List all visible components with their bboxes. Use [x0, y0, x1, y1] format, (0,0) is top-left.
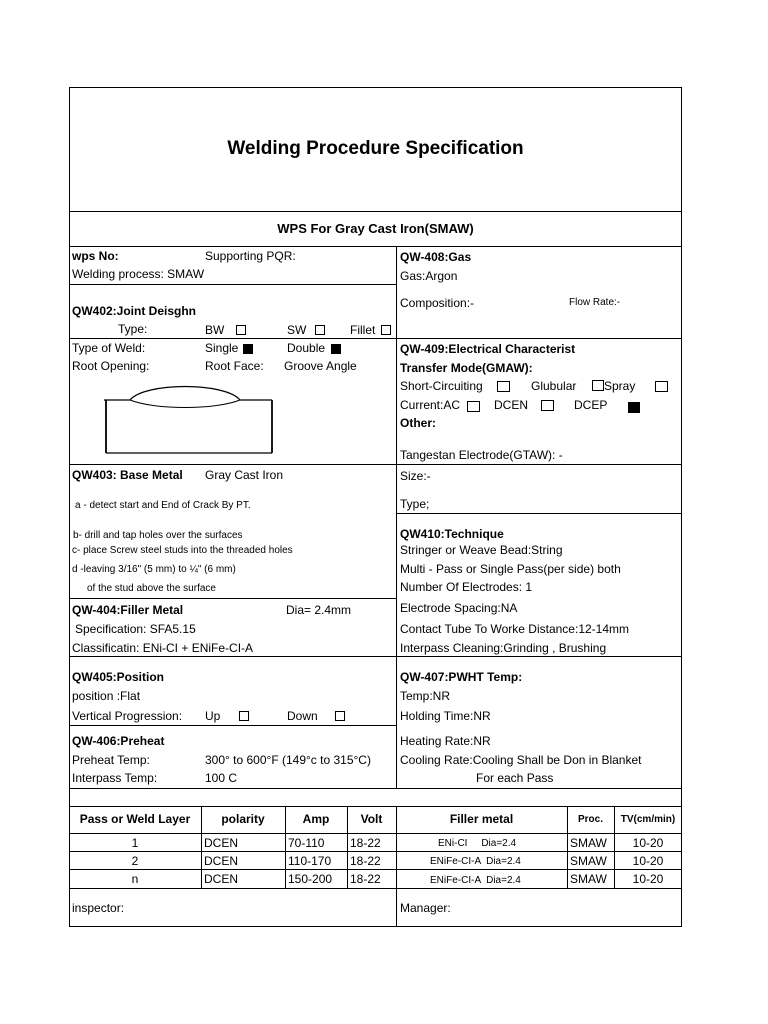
preheat-temp-label: Preheat Temp:: [72, 753, 150, 767]
table-cell: 1: [131, 836, 139, 850]
divider: [69, 211, 682, 212]
down-checkbox[interactable]: [335, 711, 345, 721]
bw-checkbox[interactable]: [236, 325, 246, 335]
size-label: Size:-: [400, 469, 431, 483]
table-header: polarity: [221, 812, 265, 826]
multi-pass: Multi - Pass or Single Pass(per side) both: [400, 562, 621, 576]
single-checkbox[interactable]: [243, 344, 253, 354]
preheat-temp-value: 300° to 600°F (149°c to 315°C): [205, 753, 371, 767]
table-divider: [69, 851, 682, 852]
column-divider: [396, 246, 397, 788]
down-label: Down: [287, 709, 318, 723]
divider: [396, 513, 682, 514]
page-subtitle: WPS For Gray Cast Iron(SMAW): [277, 221, 474, 236]
table-divider: [69, 833, 682, 834]
divider: [69, 656, 682, 657]
table-divider: [69, 888, 682, 889]
spray-checkbox[interactable]: [655, 381, 668, 392]
table-cell: 18-22: [350, 836, 381, 850]
root-opening-label: Root Opening:: [72, 359, 150, 373]
table-header: Volt: [360, 812, 383, 826]
bw-label: BW: [205, 323, 225, 337]
number-of-electrodes: Number Of Electrodes: 1: [400, 580, 533, 594]
tangestan-electrode: Tangestan Electrode(GTAW): -: [400, 448, 563, 462]
qw403-heading: QW403: Base Metal: [72, 468, 183, 482]
table-cell: ENiFe-CI-A Dia=2.4: [430, 856, 521, 867]
qw409-heading: QW-409:Electrical Characterist: [400, 342, 576, 356]
composition-label: Composition:-: [400, 296, 475, 310]
gas-value: Gas:Argon: [400, 269, 458, 283]
current-label: Current:AC: [400, 398, 461, 412]
table-cell: 10-20: [632, 854, 664, 868]
specification: Specification: SFA5.15: [75, 622, 196, 636]
flow-rate-label: Flow Rate:-: [569, 297, 621, 308]
filler-dia: Dia= 2.4mm: [286, 603, 352, 617]
ac-checkbox[interactable]: [467, 401, 480, 412]
sw-label: SW: [287, 323, 307, 337]
table-cell: n: [131, 872, 139, 886]
stringer-weave: Stringer or Weave Bead:String: [400, 543, 563, 557]
supporting-pqr-label: Supporting PQR:: [205, 249, 296, 263]
classification: Classificatin: ENi-CI + ENiFe-CI-A: [72, 641, 254, 655]
note-d-continued: of the stud above the surface: [87, 583, 216, 594]
interpass-temp-label: Interpass Temp:: [72, 771, 158, 785]
wps-no-label: wps No:: [72, 249, 119, 263]
root-face-label: Root Face:: [205, 359, 264, 373]
note-c: c- place Screw steel studs into the threaded holes: [72, 545, 293, 556]
pwht-temp: Temp:NR: [400, 689, 451, 703]
table-cell: DCEN: [204, 854, 239, 868]
note-a: a - detect start and End of Crack By PT.: [75, 500, 251, 511]
note-d: d -leaving 3/16" (5 mm) to ¼" (6 mm): [72, 564, 236, 575]
table-cell: 150-200: [288, 872, 333, 886]
dcen-label: DCEN: [494, 398, 529, 412]
dcep-checkbox[interactable]: [628, 402, 640, 413]
qw404-heading: QW-404:Filler Metal: [72, 603, 184, 617]
vertical-progression-label: Vertical Progression:: [72, 709, 183, 723]
table-header: Pass or Weld Layer: [79, 812, 191, 826]
interpass-temp-value: 100 C: [205, 771, 238, 785]
groove-angle-label: Groove Angle: [284, 359, 357, 373]
table-divider: [69, 869, 682, 870]
single-label: Single: [205, 341, 239, 355]
table-header: TV(cm/min): [620, 814, 676, 825]
table-cell: ENiFe-CI-A Dia=2.4: [430, 875, 521, 886]
up-label: Up: [205, 709, 221, 723]
table-cell: 10-20: [632, 872, 664, 886]
table-cell: 2: [131, 854, 139, 868]
table-cell: 18-22: [350, 872, 381, 886]
table-cell: 70-110: [288, 836, 325, 850]
table-cell: 18-22: [350, 854, 381, 868]
inspector-label: inspector:: [72, 901, 125, 915]
table-cell: SMAW: [570, 854, 607, 868]
fillet-checkbox[interactable]: [381, 325, 391, 335]
qw408-heading: QW-408:Gas: [400, 250, 472, 264]
divider: [69, 338, 682, 339]
divider: [69, 788, 682, 789]
heating-rate: Heating Rate:NR: [400, 734, 491, 748]
table-cell: DCEN: [204, 836, 239, 850]
type-of-weld-label: Type of Weld:: [72, 341, 146, 355]
divider: [69, 725, 397, 726]
dcen-checkbox[interactable]: [541, 400, 554, 411]
divider: [69, 284, 397, 285]
electrode-spacing: Electrode Spacing:NA: [400, 601, 518, 615]
sw-checkbox[interactable]: [315, 325, 325, 335]
joint-sketch: [100, 378, 280, 458]
dcep-label: DCEP: [574, 398, 608, 412]
spray-label: Spray: [604, 379, 636, 393]
up-checkbox[interactable]: [239, 711, 249, 721]
cooling-rate-continued: For each Pass: [476, 771, 554, 785]
divider: [69, 246, 682, 247]
contact-tube-distance: Contact Tube To Worke Distance:12-14mm: [400, 622, 629, 636]
cooling-rate: Cooling Rate:Cooling Shall be Don in Blanket: [400, 753, 642, 767]
short-circuiting-checkbox[interactable]: [497, 381, 510, 392]
short-circuiting-label: Short-Circuiting: [400, 379, 483, 393]
table-header: Filler metal: [449, 812, 514, 826]
table-cell: 110-170: [288, 854, 332, 868]
qw406-heading: QW-406:Preheat: [72, 734, 165, 748]
holding-time: Holding Time:NR: [400, 709, 491, 723]
fillet-label: Fillet: [350, 323, 376, 337]
other-label: Other:: [400, 416, 436, 430]
glubular-label: Glubular: [531, 379, 577, 393]
note-b: b- drill and tap holes over the surfaces: [73, 530, 243, 541]
table-header: Proc.: [577, 814, 603, 825]
divider: [69, 464, 682, 465]
welding-process: Welding process: SMAW: [72, 267, 205, 281]
table-cell: ENi-CI Dia=2.4: [438, 838, 517, 849]
divider: [69, 598, 397, 599]
qw410-heading: QW410:Technique: [400, 527, 504, 541]
table-cell: SMAW: [570, 836, 607, 850]
qw405-heading: QW405:Position: [72, 670, 165, 684]
type-label-right: Type;: [400, 497, 430, 511]
table-top-border: [69, 806, 682, 807]
interpass-cleaning: Interpass Cleaning:Grinding , Brushing: [400, 641, 607, 655]
table-cell: DCEN: [204, 872, 239, 886]
transfer-mode-label: Transfer Mode(GMAW):: [400, 361, 533, 375]
column-divider: [396, 888, 397, 927]
glubular-checkbox[interactable]: [592, 380, 604, 391]
qw407-heading: QW-407:PWHT Temp:: [400, 670, 523, 684]
manager-label: Manager:: [400, 901, 451, 915]
base-metal-value: Gray Cast Iron: [205, 468, 284, 482]
table-cell: SMAW: [570, 872, 607, 886]
page-title: Welding Procedure Specification: [227, 138, 524, 159]
position-value: position :Flat: [72, 689, 141, 703]
double-checkbox[interactable]: [331, 344, 341, 354]
qw402-heading: QW402:Joint Deisghn: [72, 304, 197, 318]
double-label: Double: [287, 341, 326, 355]
table-cell: 10-20: [632, 836, 664, 850]
type-label: Type:: [118, 322, 148, 336]
table-header: Amp: [302, 812, 330, 826]
